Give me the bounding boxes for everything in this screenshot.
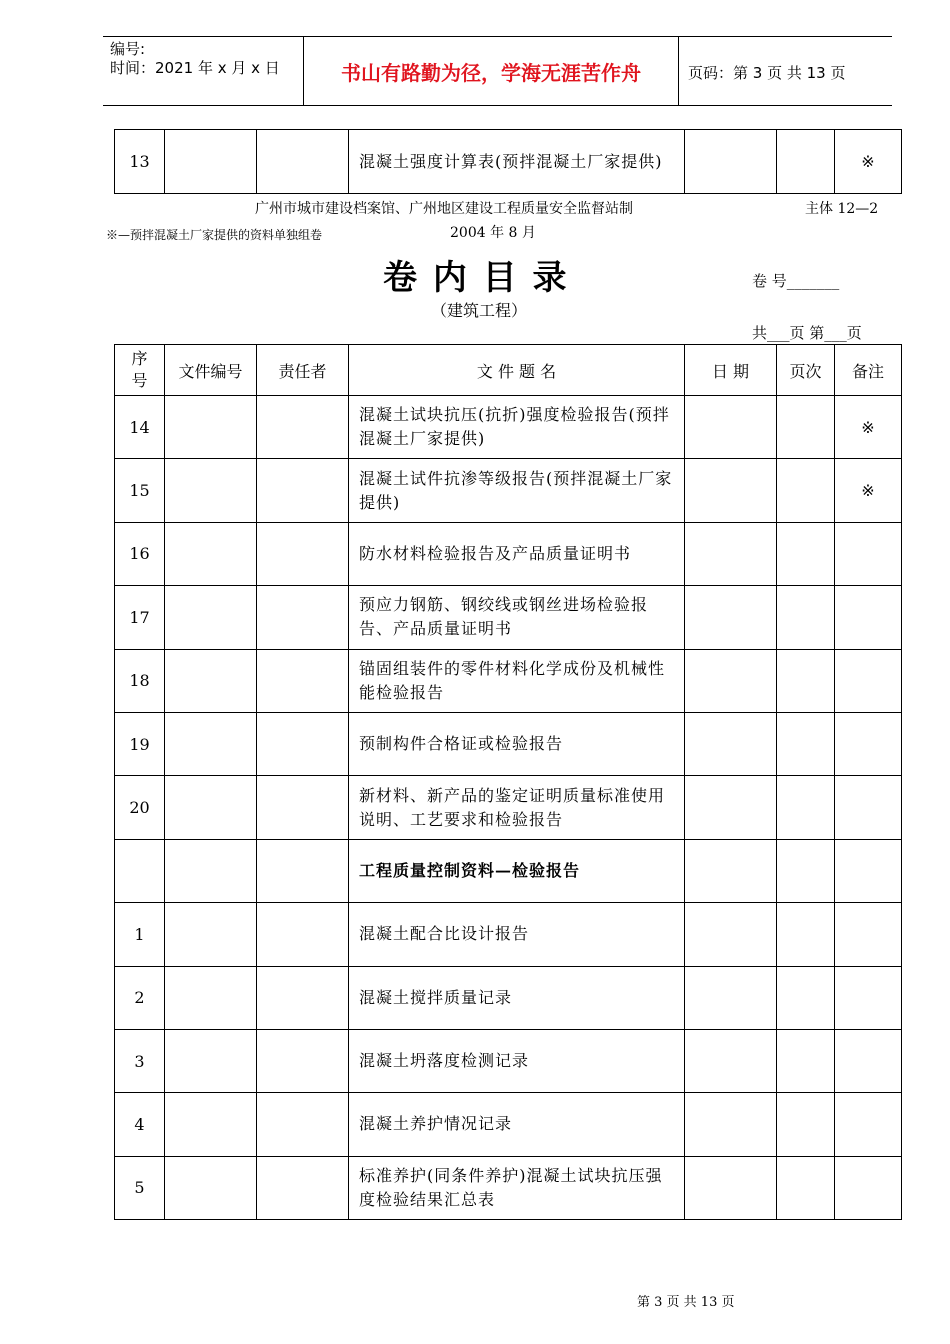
file-no-cell — [165, 649, 257, 712]
row-number: 17 — [115, 586, 165, 649]
remarks-mark — [835, 522, 902, 585]
row-title: 混凝土配合比设计报告 — [349, 903, 685, 966]
remarks-mark — [835, 712, 902, 775]
owner-cell — [257, 1093, 349, 1156]
pages-cell — [777, 396, 835, 459]
file-no-cell — [165, 1029, 257, 1092]
date-cell — [685, 1156, 777, 1219]
date-cell — [685, 459, 777, 522]
row-title: 标准养护(同条件养护)混凝土试块抗压强度检验结果汇总表 — [349, 1156, 685, 1219]
owner-cell — [257, 712, 349, 775]
row-number: 20 — [115, 776, 165, 839]
col-pages: 页次 — [777, 345, 835, 396]
table-row — [115, 776, 902, 839]
serial-label: 编号: — [110, 40, 146, 58]
row-title: 混凝土试件抗渗等级报告(预拌混凝土厂家提供) — [349, 459, 685, 522]
row-title: 混凝土养护情况记录 — [349, 1093, 685, 1156]
pages-cell — [777, 1093, 835, 1156]
remarks-mark — [835, 776, 902, 839]
row-number — [115, 839, 165, 902]
header-divider — [678, 37, 679, 105]
pages-cell — [777, 522, 835, 585]
org-line: 广州市城市建设档案馆、广州地区建设工程质量安全监督站制 — [255, 201, 633, 217]
footnote: ※—预拌混凝土厂家提供的资料单独组卷 — [106, 228, 323, 242]
owner-cell — [257, 839, 349, 902]
top-table — [114, 129, 902, 194]
file-no-cell — [165, 903, 257, 966]
pages-cell — [777, 1156, 835, 1219]
table-row — [115, 903, 902, 966]
row-title: 预应力钢筋、钢绞线或钢丝进场检验报告、产品质量证明书 — [349, 586, 685, 649]
table-row — [115, 1093, 902, 1156]
remarks-mark — [835, 1156, 902, 1219]
owner-cell — [257, 649, 349, 712]
pages-cell — [777, 586, 835, 649]
owner-cell — [257, 586, 349, 649]
row-number: 3 — [115, 1029, 165, 1092]
file-no-cell — [165, 776, 257, 839]
date-cell — [685, 1029, 777, 1092]
remarks-mark — [835, 966, 902, 1029]
remarks-mark — [835, 839, 902, 902]
row-number: 2 — [115, 966, 165, 1029]
table-row — [115, 712, 902, 775]
page-header — [103, 36, 892, 106]
col-title: 文 件 题 名 — [349, 345, 685, 396]
remarks-mark: ※ — [835, 130, 902, 194]
pages-cell — [777, 459, 835, 522]
table-row — [115, 130, 902, 194]
row-number: 18 — [115, 649, 165, 712]
file-no-cell — [165, 1093, 257, 1156]
owner-cell — [257, 522, 349, 585]
file-no-cell — [165, 522, 257, 585]
row-number: 13 — [115, 130, 165, 194]
file-no-cell — [165, 396, 257, 459]
owner-cell — [257, 396, 349, 459]
date-cell — [685, 130, 777, 194]
date-cell — [685, 776, 777, 839]
form-code: 主体 12—2 — [805, 201, 879, 217]
remarks-mark — [835, 649, 902, 712]
remarks-mark — [835, 1093, 902, 1156]
row-title: 混凝土试块抗压(抗折)强度检验报告(预拌混凝土厂家提供) — [349, 396, 685, 459]
file-no-cell — [165, 1156, 257, 1219]
row-number: 1 — [115, 903, 165, 966]
table-row — [115, 586, 902, 649]
table-row — [115, 966, 902, 1029]
date-cell — [685, 1093, 777, 1156]
date-cell — [685, 712, 777, 775]
file-no-cell — [165, 130, 257, 194]
row-title: 锚固组装件的零件材料化学成份及机械性能检验报告 — [349, 649, 685, 712]
owner-cell — [257, 130, 349, 194]
table-row — [115, 1029, 902, 1092]
header-page-code: 页码：第 3 页 共 13 页 — [688, 64, 846, 82]
table-row — [115, 649, 902, 712]
page-title: 卷 内 目 录 — [383, 258, 569, 298]
pages-cell — [777, 1029, 835, 1092]
date-cell — [685, 839, 777, 902]
owner-cell — [257, 776, 349, 839]
table-row — [115, 522, 902, 585]
table-row — [115, 396, 902, 459]
col-file-no: 文件编号 — [165, 345, 257, 396]
table-row — [115, 459, 902, 522]
remarks-mark: ※ — [835, 459, 902, 522]
col-owner: 责任者 — [257, 345, 349, 396]
row-title: 工程质量控制资料—检验报告 — [349, 839, 685, 902]
col-date: 日 期 — [685, 345, 777, 396]
table-row — [115, 839, 902, 902]
row-title: 混凝土坍落度检测记录 — [349, 1029, 685, 1092]
row-title: 预制构件合格证或检验报告 — [349, 712, 685, 775]
pages-cell — [777, 903, 835, 966]
pages-cell — [777, 712, 835, 775]
header-motto: 书山有路勤为径，学海无涯苦作舟 — [341, 61, 641, 85]
owner-cell — [257, 966, 349, 1029]
owner-cell — [257, 459, 349, 522]
file-no-cell — [165, 712, 257, 775]
row-number: 15 — [115, 459, 165, 522]
remarks-mark — [835, 1029, 902, 1092]
date-cell — [685, 903, 777, 966]
page-footer: 第 3 页 共 13 页 — [637, 1295, 735, 1310]
header-meta — [110, 40, 280, 78]
row-number: 16 — [115, 522, 165, 585]
date-cell — [685, 649, 777, 712]
volume-label: 卷 号_______ — [752, 272, 840, 290]
date-cell — [685, 522, 777, 585]
col-remarks: 备注 — [835, 345, 902, 396]
pages-cell — [777, 776, 835, 839]
remarks-mark: ※ — [835, 396, 902, 459]
table-header-row — [115, 345, 902, 396]
row-title: 混凝土强度计算表(预拌混凝土厂家提供) — [349, 130, 685, 194]
owner-cell — [257, 1029, 349, 1092]
file-no-cell — [165, 459, 257, 522]
row-title: 混凝土搅拌质量记录 — [349, 966, 685, 1029]
owner-cell — [257, 1156, 349, 1219]
date-cell — [685, 586, 777, 649]
col-seq: 序号 — [115, 345, 165, 396]
remarks-mark — [835, 903, 902, 966]
owner-cell — [257, 903, 349, 966]
row-title: 防水材料检验报告及产品质量证明书 — [349, 522, 685, 585]
pages-cell — [777, 649, 835, 712]
remarks-mark — [835, 586, 902, 649]
page-subtitle: （建筑工程） — [431, 301, 528, 320]
file-no-cell — [165, 966, 257, 1029]
time-label: 时间：2021 年 x 月 x 日 — [110, 59, 280, 77]
file-no-cell — [165, 839, 257, 902]
contents-table — [114, 344, 902, 1220]
pages-cell — [777, 839, 835, 902]
date-cell — [685, 396, 777, 459]
pages-label: 共___页 第___页 — [752, 324, 862, 342]
pages-cell — [777, 966, 835, 1029]
row-number: 5 — [115, 1156, 165, 1219]
row-title: 新材料、新产品的鉴定证明质量标准使用说明、工艺要求和检验报告 — [349, 776, 685, 839]
file-no-cell — [165, 586, 257, 649]
pages-cell — [777, 130, 835, 194]
table-row — [115, 1156, 902, 1219]
date-cell — [685, 966, 777, 1029]
row-number: 14 — [115, 396, 165, 459]
row-number: 4 — [115, 1093, 165, 1156]
doc-date: 2004 年 8 月 — [450, 225, 536, 241]
row-number: 19 — [115, 712, 165, 775]
